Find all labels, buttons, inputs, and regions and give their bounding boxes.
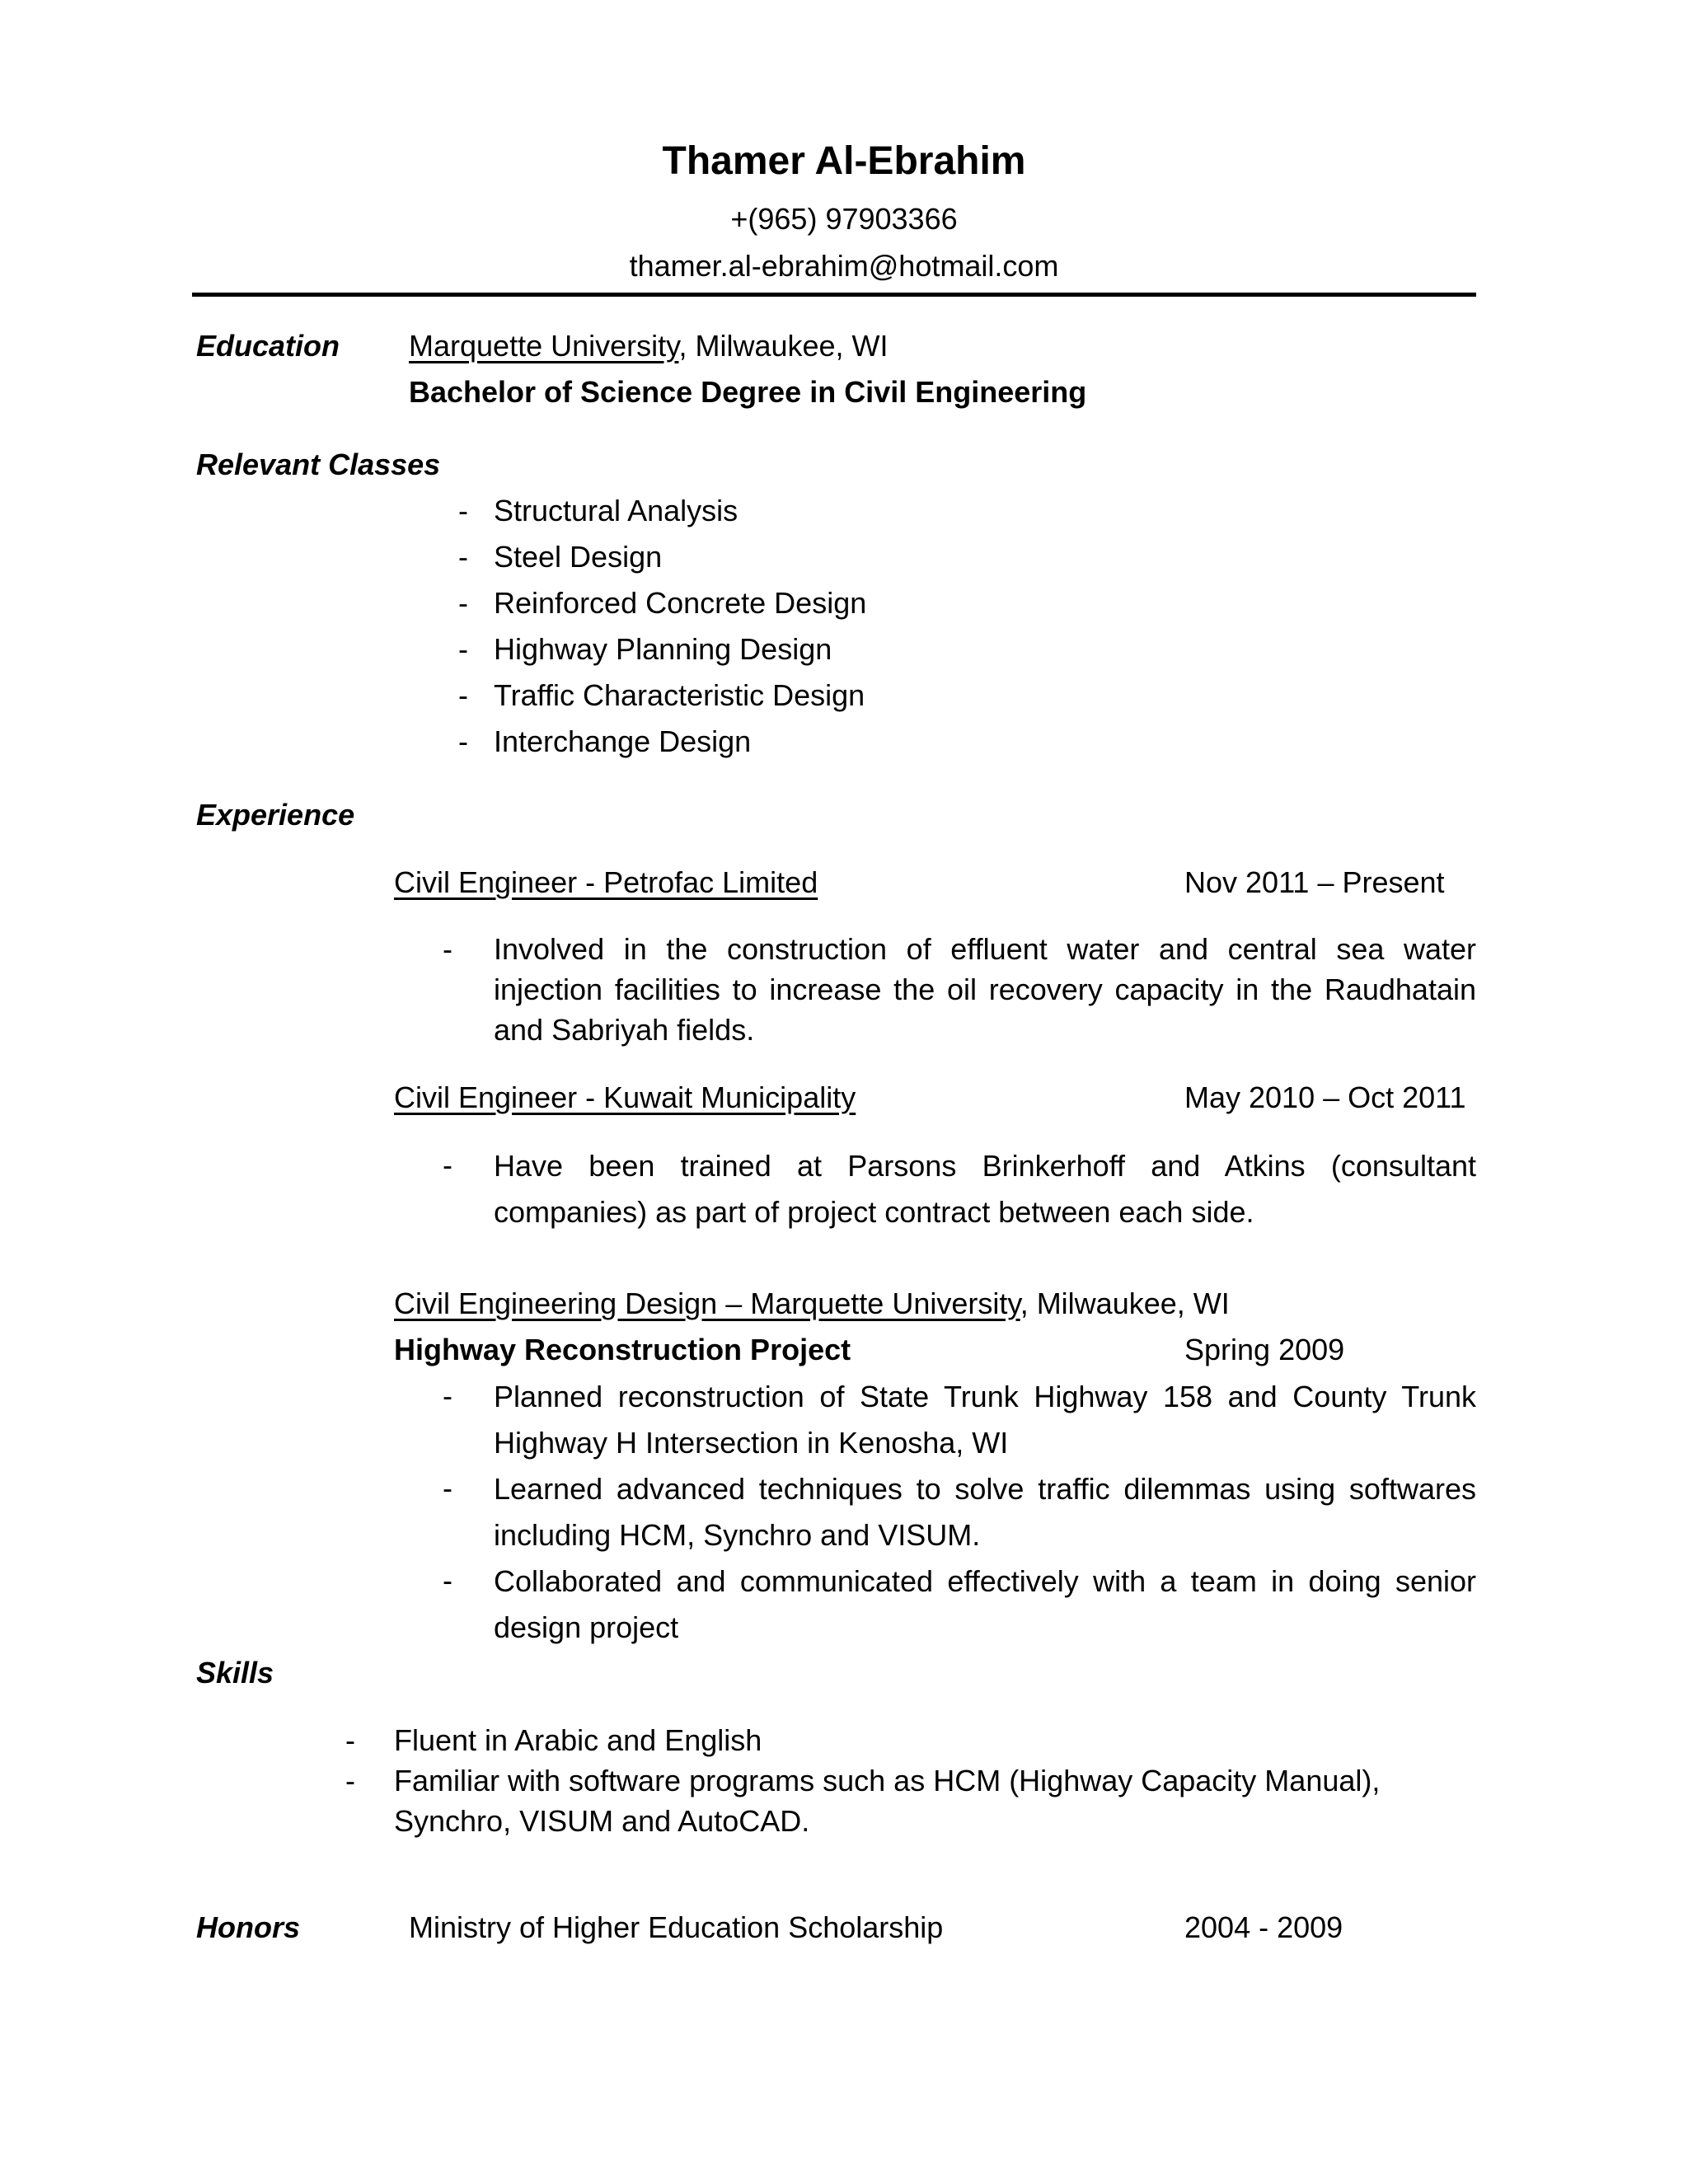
bullet-dash: -	[458, 586, 468, 620]
resume-name: Thamer Al-Ebrahim	[662, 139, 1026, 183]
skill-item: Familiar with software programs such as HCM (Highway Capacity Manual), Synchro, VISUM and AutoCAD.	[394, 1764, 1381, 1838]
university-location: , Milwaukee, WI	[678, 329, 889, 363]
design-course-location: , Milwaukee, WI	[1020, 1286, 1230, 1320]
bullet-dash: -	[458, 494, 468, 527]
honor-item: Ministry of Higher Education Scholarship	[409, 1910, 944, 1944]
skills-heading: Skills	[196, 1656, 274, 1690]
bullet-dash: -	[443, 1563, 452, 1597]
job-description: Have been trained at Parsons Brinkerhoff and Atkins (consultant companies) as part of project contract between each side.	[494, 1149, 1476, 1229]
honors-heading: Honors	[196, 1910, 300, 1944]
project-bullet: Collaborated and communicated effectively with a team in doing senior design project	[494, 1564, 1476, 1644]
project-title: Highway Reconstruction Project	[394, 1333, 851, 1366]
bullet-dash: -	[458, 678, 468, 712]
list-item: Reinforced Concrete Design	[494, 586, 867, 620]
bullet-dash: -	[443, 932, 452, 966]
relevant-classes-heading: Relevant Classes	[196, 448, 441, 481]
list-item: Steel Design	[494, 540, 663, 574]
university-name: Marquette University	[409, 329, 679, 363]
bullet-dash: -	[345, 1723, 355, 1757]
bullet-dash: -	[443, 1148, 452, 1182]
bullet-dash: -	[345, 1764, 355, 1797]
bullet-dash: -	[458, 632, 468, 666]
degree: Bachelor of Science Degree in Civil Engineering	[409, 375, 1087, 409]
project-bullet: Learned advanced techniques to solve traffic dilemmas using softwares including HCM, Synchro and VISUM.	[494, 1472, 1476, 1552]
bullet-dash: -	[443, 1379, 452, 1413]
skill-item: Fluent in Arabic and English	[394, 1723, 762, 1757]
education-institution	[409, 331, 889, 361]
list-item: Highway Planning Design	[494, 632, 832, 666]
bullet-dash: -	[458, 724, 468, 758]
design-course	[394, 1286, 1230, 1320]
design-course-title: Civil Engineering Design – Marquette University	[394, 1286, 1020, 1320]
header-divider	[192, 293, 1476, 297]
job-description: Involved in the construction of effluent water and central sea water injection facilities to increase the oil recovery capacity in the Raudhatain and Sabriyah fields.	[494, 932, 1476, 1047]
project-dates: Spring 2009	[1184, 1333, 1345, 1366]
job-title: Civil Engineer - Petrofac Limited	[394, 865, 818, 899]
phone-number: +(965) 97903366	[730, 202, 958, 236]
project-bullet: Planned reconstruction of State Trunk Highway 158 and County Trunk Highway H Intersection in Kenosha, WI	[494, 1380, 1476, 1460]
email-address: thamer.al-ebrahim@hotmail.com	[629, 249, 1059, 283]
list-item: Interchange Design	[494, 724, 752, 758]
honor-dates: 2004 - 2009	[1184, 1910, 1343, 1944]
job-title: Civil Engineer - Kuwait Municipality	[394, 1080, 856, 1114]
experience-heading: Experience	[196, 798, 355, 832]
job-dates: Nov 2011 – Present	[1184, 865, 1445, 899]
education-heading: Education	[196, 329, 340, 363]
bullet-dash: -	[443, 1471, 452, 1505]
bullet-dash: -	[458, 540, 468, 574]
list-item: Structural Analysis	[494, 494, 738, 527]
list-item: Traffic Characteristic Design	[494, 678, 865, 712]
job-dates: May 2010 – Oct 2011	[1184, 1080, 1466, 1114]
